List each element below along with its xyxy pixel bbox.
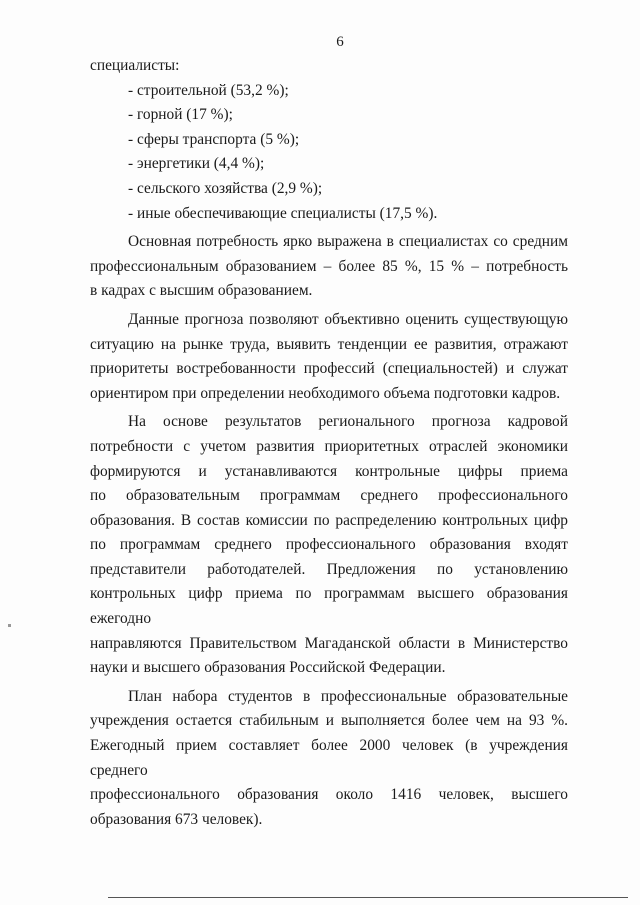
paragraph-forecast: [90, 308, 568, 406]
paragraph-line: формируются и устанавливаются контрольные цифры приема: [90, 462, 568, 480]
paragraph-line: Основная потребность ярко выражена в специалистах со средним: [128, 233, 568, 251]
paragraph-line: профессионального образования около 1416 человек, высшего: [90, 786, 568, 804]
list-item: - сферы транспорта (5 %);: [128, 130, 300, 148]
paragraph-line: приоритеты востребованности профессий (специальностей) и служат: [90, 360, 568, 378]
paragraph-line: потребности с учетом развития приоритетных отраслей экономики: [90, 437, 568, 455]
paragraph-enrollment: [90, 685, 568, 833]
paragraph-line: представители работодателей. Предложения по установлению: [90, 560, 568, 578]
page-number: 6: [336, 34, 344, 50]
paragraph-line: профессиональным образованием – более 85 %, 15 % – потребность: [90, 257, 568, 275]
paragraph-line: по программам среднего профессионального образования входят: [90, 536, 568, 554]
paragraph-line: по образовательным программам среднего профессионального: [90, 487, 568, 505]
paragraph-control-figures: [90, 410, 568, 681]
paragraph-line: образования 673 человек).: [90, 810, 263, 828]
list-item: - горной (17 %);: [128, 106, 233, 124]
scan-artifact-dot: [8, 624, 11, 627]
paragraph-line: образования. В состав комиссии по распределению контрольных цифр: [90, 511, 568, 529]
paragraph-line: в кадрах с высшим образованием.: [90, 282, 313, 300]
paragraph-line: направляются Правительством Магаданской области в Министерство: [90, 634, 568, 652]
paragraph-main-need: [90, 230, 568, 304]
list-item: - энергетики (4,4 %);: [128, 155, 265, 173]
intro-line: специалисты:: [90, 57, 180, 74]
paragraph-line: учреждения остается стабильным и выполняется более чем на 93 %.: [90, 712, 568, 730]
list-item: - строительной (53,2 %);: [128, 81, 289, 99]
paragraph-line: На основе результатов регионального прогноза кадровой: [128, 413, 568, 431]
list-item: - сельского хозяйства (2,9 %);: [128, 179, 323, 197]
list-item: - иные обеспечивающие специалисты (17,5 %).: [128, 204, 438, 222]
page-body: [90, 54, 568, 832]
scan-edge-line: [108, 897, 628, 898]
paragraph-line: План набора студентов в профессиональные образовательные: [128, 687, 568, 705]
paragraph-line: ситуацию на рынке труда, выявить тенденции ее развития, отражают: [90, 335, 568, 353]
paragraph-line: ориентиром при определении необходимого объема подготовки кадров.: [90, 384, 561, 402]
specialist-list: [90, 79, 568, 227]
paragraph-line: контрольных цифр приема по программам высшего образования ежегодно: [90, 585, 568, 628]
paragraph-line: Данные прогноза позволяют объективно оценить существующую: [128, 310, 568, 328]
paragraph-line: Ежегодный прием составляет более 2000 человек (в учреждения среднего: [90, 737, 568, 779]
paragraph-line: науки и высшего образования Российской Федерации.: [90, 659, 446, 677]
